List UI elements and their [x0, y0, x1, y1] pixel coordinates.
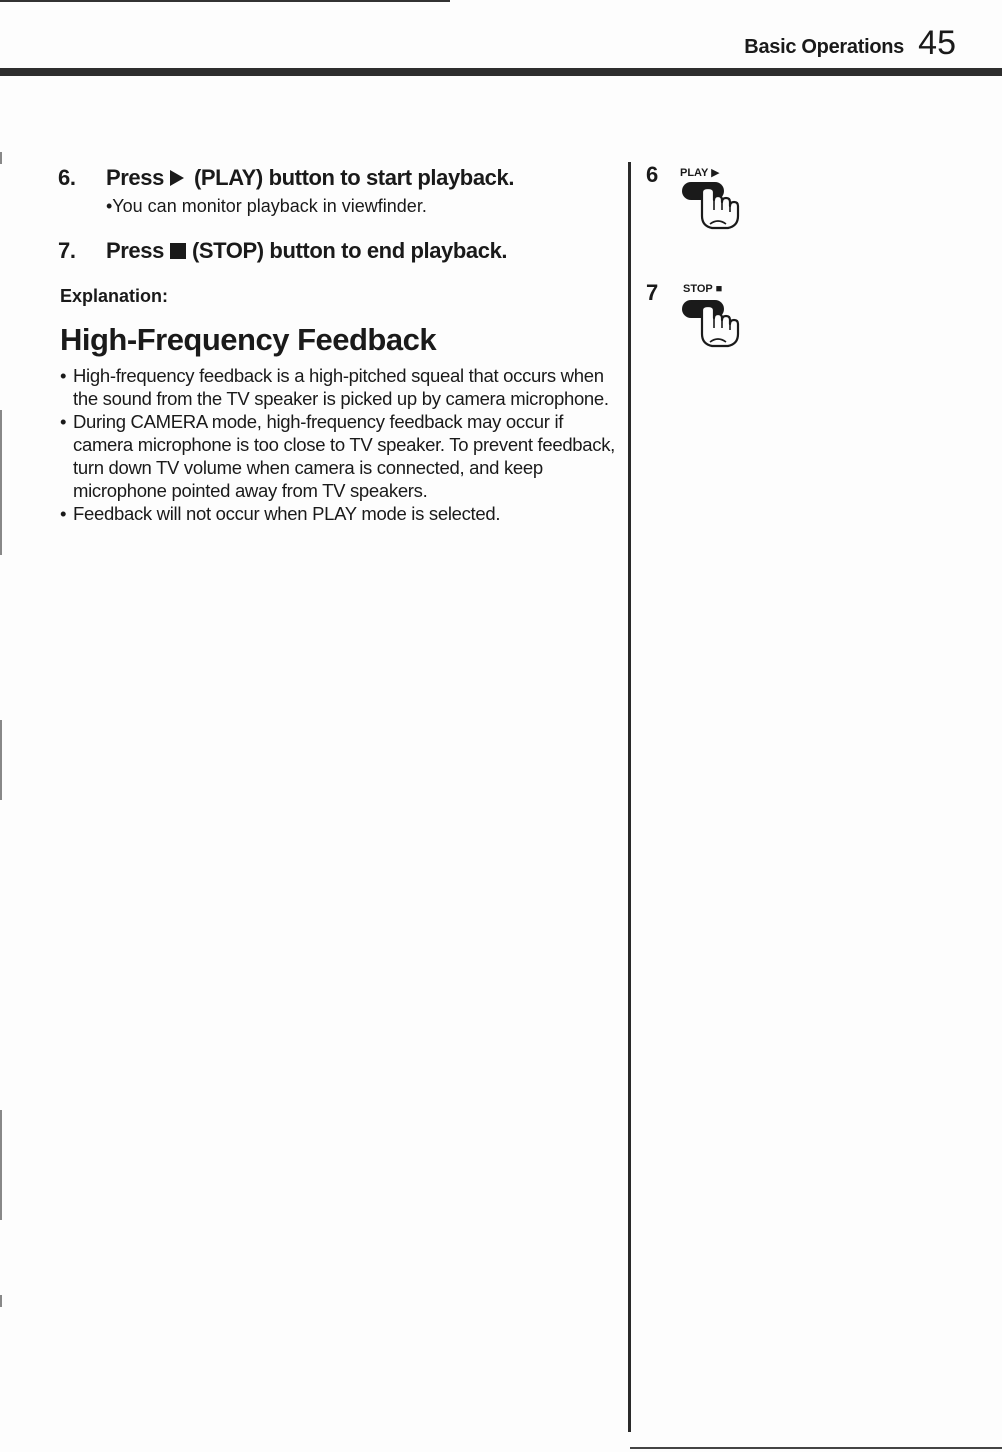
header-bar — [0, 68, 1002, 76]
figure-number: 6 — [646, 162, 659, 187]
margin-mark — [0, 720, 2, 800]
bullet-item: • Feedback will not occur when PLAY mode is selected. — [60, 502, 620, 525]
bottom-rule — [630, 1447, 1002, 1449]
figure-number: 7 — [646, 280, 659, 305]
bullet-list — [60, 364, 620, 525]
play-icon — [170, 170, 184, 186]
step-6 — [58, 165, 514, 191]
top-rule — [0, 0, 450, 2]
bullet-item: • High-frequency feedback is a high-pitched squeal that occurs when the sound from the TV speaker is picked up by camera microphone. — [60, 364, 620, 410]
step-text: (PLAY) button to start playback. — [193, 165, 515, 190]
page-number: 45 — [918, 24, 956, 62]
column-divider — [628, 162, 631, 1432]
stop-icon — [170, 243, 186, 259]
margin-mark — [0, 152, 2, 164]
section-title: High-Frequency Feedback — [60, 322, 437, 357]
figure-label: PLAY ▶ — [680, 167, 720, 179]
figure-label: STOP ■ — [683, 283, 723, 295]
step-prefix: Press — [106, 238, 164, 263]
running-header: Basic Operations — [744, 36, 904, 58]
margin-mark — [0, 410, 2, 555]
step-text: (STOP) button to end playback. — [191, 238, 508, 263]
bullet-item: • During CAMERA mode, high-frequency feedback may occur if camera microphone is too close to TV speaker. To prevent feedback, turn down TV volume when camera is connected, and keep microphone pointed away from TV speakers. — [60, 410, 620, 502]
explanation-label: Explanation: — [60, 286, 169, 306]
hand-pressing-button-icon — [678, 178, 748, 234]
step-number: 6. — [58, 165, 76, 190]
step-prefix: Press — [106, 165, 164, 190]
hand-pressing-button-icon — [678, 296, 748, 352]
step-note: •You can monitor playback in viewfinder. — [106, 196, 427, 216]
margin-mark — [0, 1110, 2, 1220]
step-number: 7. — [58, 238, 76, 263]
step-7 — [58, 238, 507, 264]
margin-mark — [0, 1295, 2, 1307]
